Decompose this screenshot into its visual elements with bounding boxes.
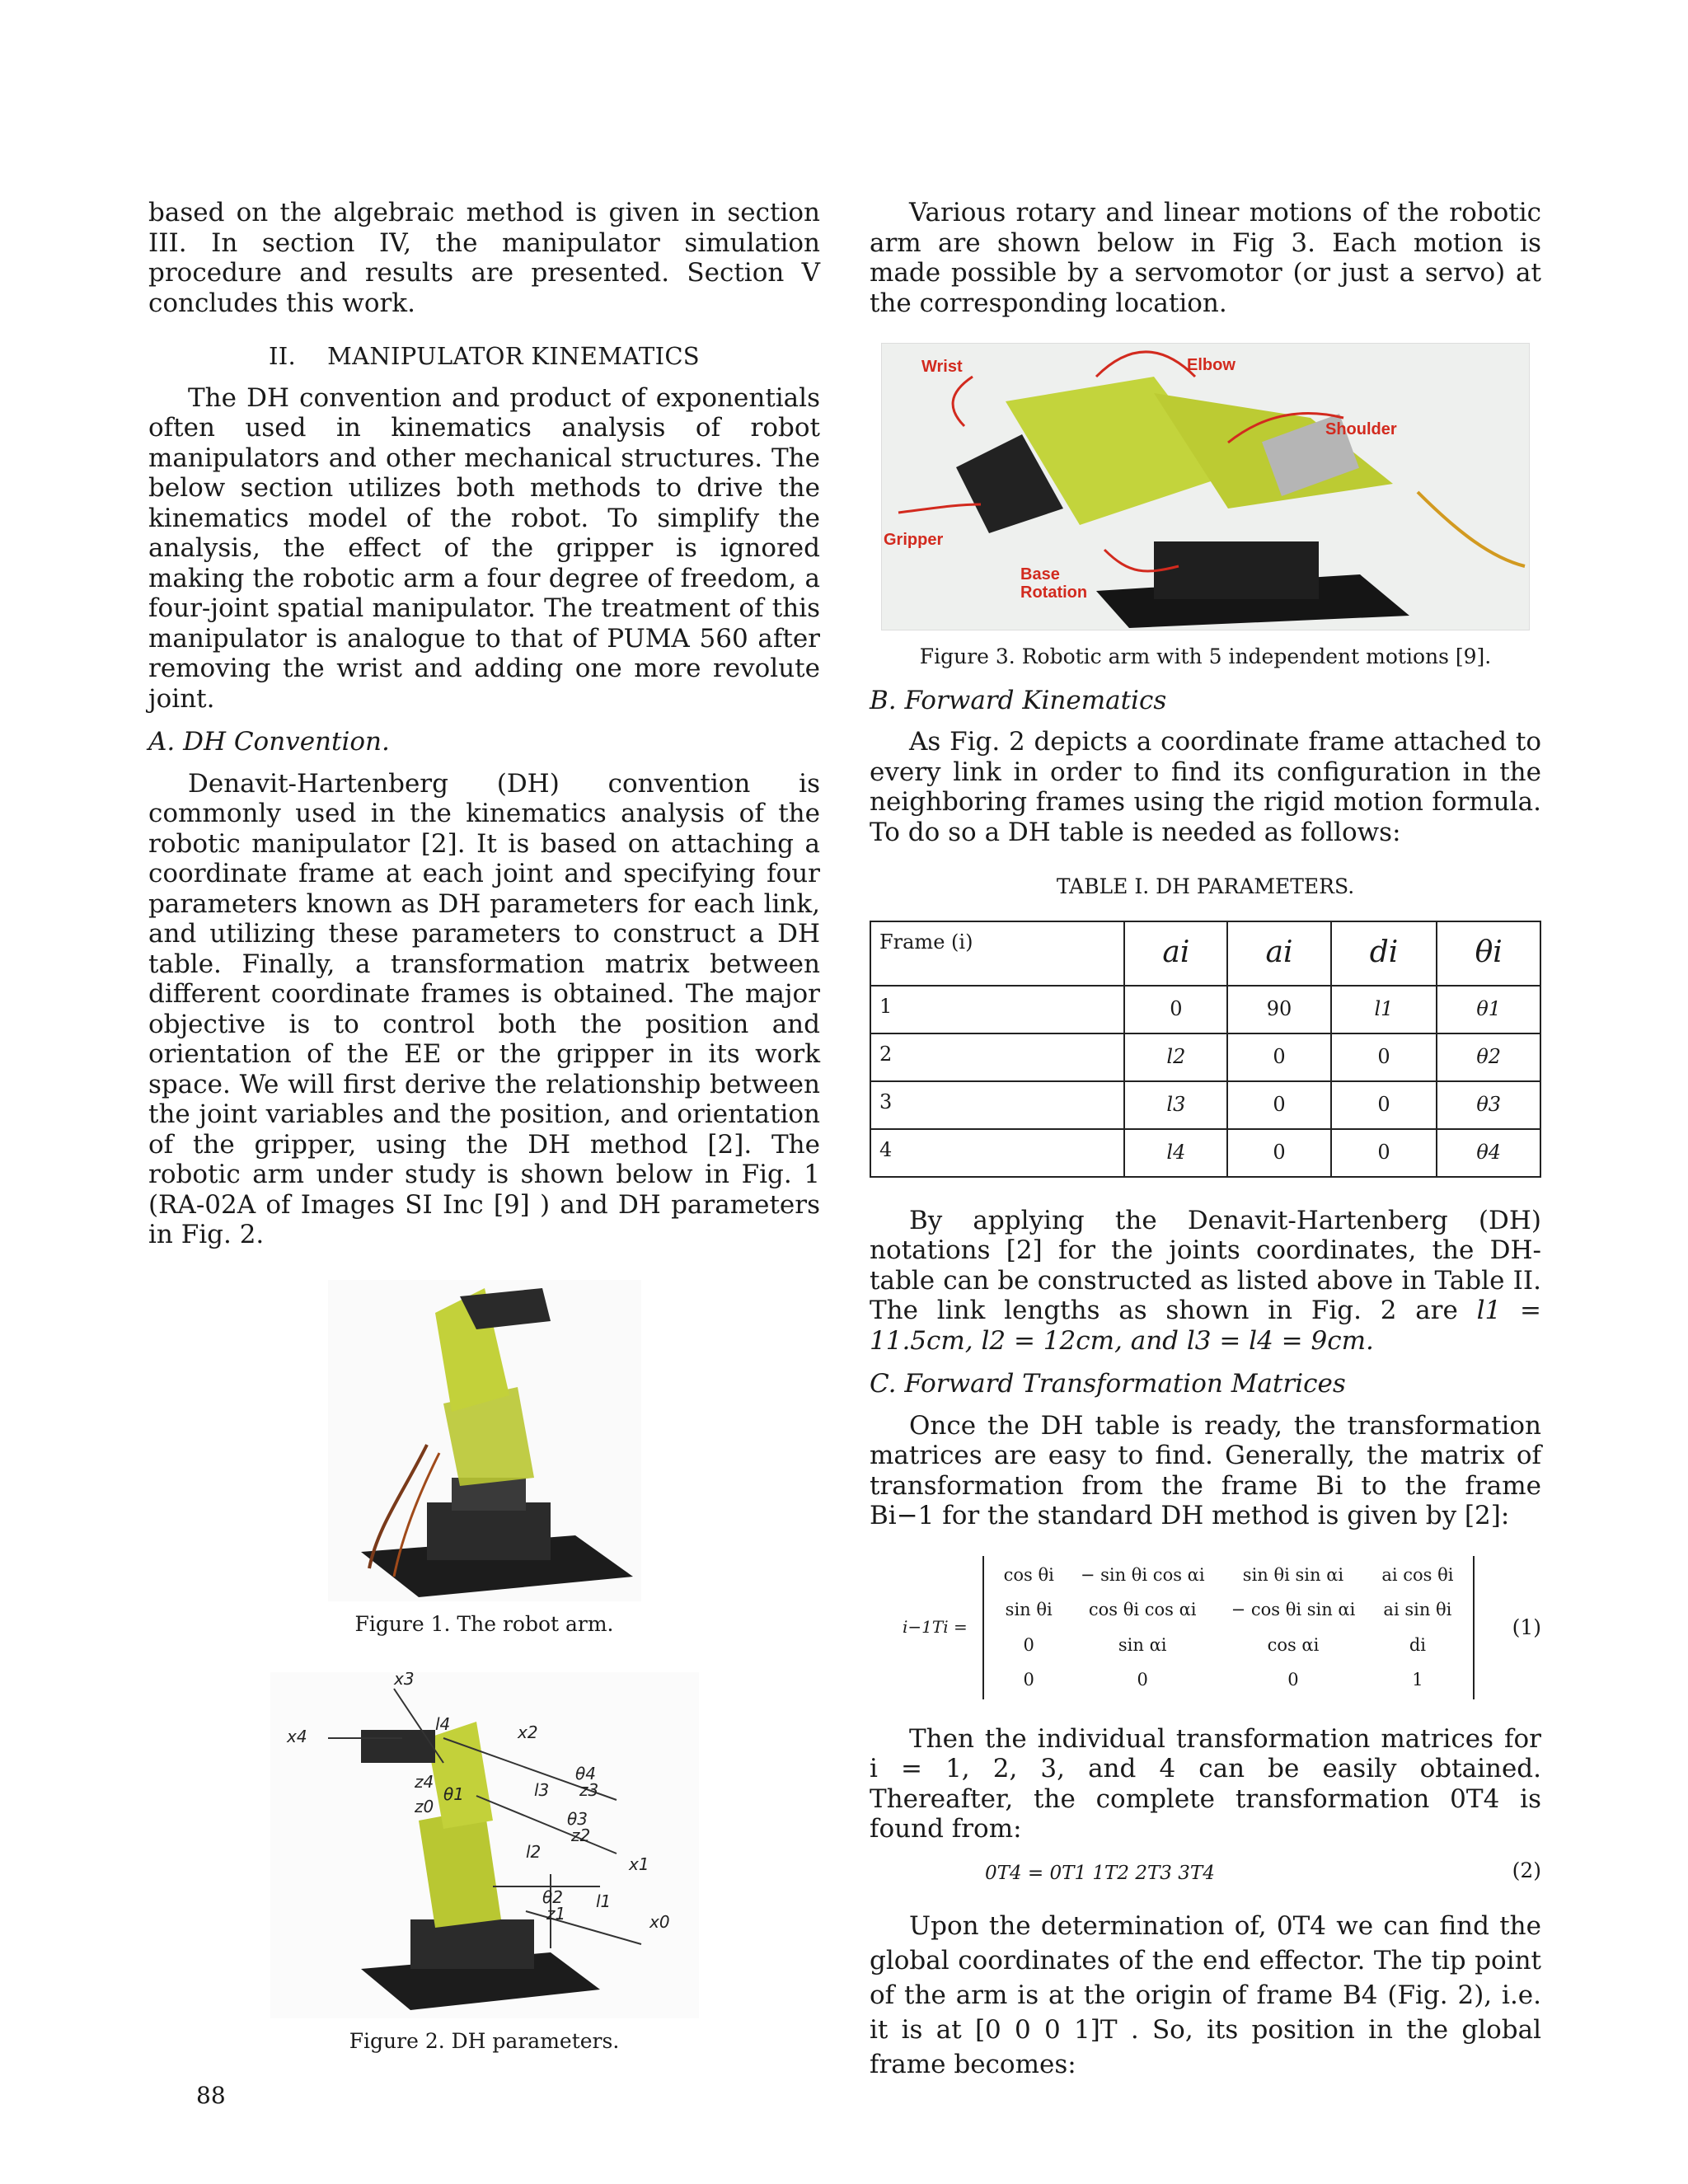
label-gripper: Gripper [884, 531, 944, 549]
fig2-label-l3: l3 [533, 1780, 549, 1800]
fig2-label-z1: z1 [546, 1904, 565, 1924]
left-column [148, 198, 820, 2057]
eq1-matrix [982, 1556, 1475, 1699]
matrix-cell: 0 [1137, 1670, 1148, 1690]
intro-paragraph-left: based on the algebraic method is given in section III. In section IV, the manipulator simulation procedure and results are presented. Section V concludes this work. [148, 198, 820, 318]
table-cell: θ4 [1437, 1129, 1540, 1177]
fig2-label-l1: l1 [595, 1891, 611, 1911]
label-rotation: Rotation [1020, 583, 1088, 602]
matrix-cell: sin αi [1118, 1634, 1167, 1655]
fig2-label-l2: l2 [525, 1842, 541, 1862]
robot-arm-drawing [328, 1280, 641, 1601]
fig2-label-x1: x1 [628, 1854, 649, 1874]
table-cell: 4 [870, 1129, 1124, 1177]
eq1-lhs: i−1Ti = [903, 1617, 968, 1638]
equation-1-number: (1) [1512, 1615, 1541, 1639]
matrix-cell: cos αi [1267, 1634, 1320, 1655]
fig2-label-theta2: θ2 [542, 1887, 563, 1907]
table-cell: 0 [1331, 1129, 1437, 1177]
page-number: 88 [196, 2082, 226, 2109]
label-shoulder: Shoulder [1325, 420, 1397, 438]
robotic-arm-photo-drawing [882, 344, 1529, 630]
fig2-label-x4: x4 [286, 1727, 307, 1746]
equation-2 [870, 1856, 1541, 1886]
figure3-robotic-arm-photo [881, 343, 1530, 630]
transformation-paragraph: Once the DH table is ready, the transformation matrices are easy to find. Generally, the matrix of transformation from the frame Bi to the frame Bi−1 for the standard DH method is given by [2]: [870, 1410, 1541, 1530]
figure2-dh-parameters-image [270, 1672, 699, 2018]
table-cell: 0 [1227, 1081, 1330, 1129]
table-cell: θ3 [1437, 1081, 1540, 1129]
subsection-a-heading: A. DH Convention. [148, 727, 390, 757]
matrix-cell: sin θi sin αi [1242, 1564, 1344, 1585]
fig2-label-z2: z2 [570, 1825, 590, 1845]
subsection-c-heading: C. Forward Transformation Matrices [870, 1369, 1346, 1399]
table-cell: 0 [1227, 1033, 1330, 1081]
right-column [870, 198, 1541, 2082]
matrix-cell: 0 [1023, 1634, 1034, 1655]
dh-parameters-table [870, 921, 1541, 1178]
upon-paragraph: Upon the determination of, 0T4 we can find the global coordinates of the end effector. The tip point of the arm is at the origin of frame B4 (Fig. 2), i.e. it is at [0 0 0 1]T . So, its position in the global frame becomes: [870, 1910, 1541, 2079]
table-cell: θ2 [1437, 1033, 1540, 1081]
matrix-cell: ai cos θi [1381, 1564, 1454, 1585]
table-title: TABLE I. DH PARAMETERS. [1056, 874, 1355, 898]
matrix-cell: ai sin θi [1383, 1600, 1452, 1619]
fig2-label-x3: x3 [393, 1672, 415, 1689]
fig2-label-x0: x0 [649, 1912, 670, 1932]
table-cell: 1 [870, 986, 1124, 1033]
fig2-label-x2: x2 [517, 1722, 538, 1742]
fig2-label-theta4: θ4 [574, 1764, 596, 1783]
figure2-caption: Figure 2. DH parameters. [349, 2029, 620, 2053]
table-row [870, 1129, 1540, 1177]
matrix-cell: di [1409, 1634, 1426, 1655]
table-cell: l1 [1331, 986, 1437, 1033]
equation-1 [870, 1556, 1541, 1699]
figure1-caption: Figure 1. The robot arm. [354, 1611, 614, 1636]
label-wrist: Wrist [921, 358, 963, 376]
then-paragraph: Then the individual transformation matrices for i = 1, 2, 3, and 4 can be easily obtained. Thereafter, the complete transformation 0T4 is found from: [870, 1723, 1541, 1844]
table-row [870, 986, 1540, 1033]
table-header-cell: ai [1227, 921, 1330, 986]
table-cell: l2 [1124, 1033, 1227, 1081]
forward-kinematics-paragraph: As Fig. 2 depicts a coordinate frame attached to every link in order to find its configuration in the neighboring frames using the rigid motion formula. To do so a DH table is needed as follows: [870, 727, 1541, 847]
table-cell: 0 [1124, 986, 1227, 1033]
table-cell: 2 [870, 1033, 1124, 1081]
matrix-cell: 0 [1287, 1670, 1299, 1690]
table-cell: 0 [1227, 1129, 1330, 1177]
label-elbow: Elbow [1187, 356, 1236, 374]
table-header-cell: Frame (i) [870, 921, 1124, 986]
table-cell: 90 [1227, 986, 1330, 1033]
table-header-cell: θi [1437, 921, 1540, 986]
matrix-cell: − sin θi cos αi [1080, 1564, 1205, 1585]
fig2-label-z4: z4 [414, 1772, 434, 1792]
subsection-b-heading: B. Forward Kinematics [870, 685, 1167, 715]
matrix-cell: − cos θi sin αi [1231, 1600, 1356, 1619]
apply-dh-paragraph: By applying the Denavit-Hartenberg (DH) notations [2] for the joints coordinates, the DH-table can be constructed as listed above in Table II. The link lengths as shown in Fig. 2 are l1 = 11.5cm, l2 = 12cm, and l3 = l4 = 9cm. [870, 1205, 1541, 1356]
section-heading: II. MANIPULATOR KINEMATICS [269, 342, 700, 370]
dh-convention-paragraph: Denavit-Hartenberg (DH) convention is commonly used in the kinematics analysis of the robotic manipulator [2]. It is based on attaching a coordinate frame at each joint and specifying four parameters known as DH parameters for each link, and utilizing these parameters to construct a DH table. Finally, a transformation matrix between different coordinate frames is obtained. The major objective is to control both the position and orientation of the EE or the gripper in its work space. We will first derive the relationship between the joint variables and the position, and orientation of the gripper, using the DH method [2]. The robotic arm under study is shown below in Fig. 1 (RA-02A of Images SI Inc [9] ) and DH parameters in Fig. 2. [148, 768, 820, 1249]
dh-parameters-drawing [270, 1672, 699, 2018]
table-header-cell: ai [1124, 921, 1227, 986]
fig2-label-z0: z0 [414, 1797, 434, 1816]
fig2-label-theta1: θ1 [443, 1784, 464, 1804]
fig2-label-theta3: θ3 [566, 1809, 588, 1829]
matrix-cell: cos θi [1003, 1564, 1054, 1585]
table-cell: l4 [1124, 1129, 1227, 1177]
table-row [870, 1081, 1540, 1129]
table-cell: θ1 [1437, 986, 1540, 1033]
intro-paragraph-right: Various rotary and linear motions of the robotic arm are shown below in Fig 3. Each motion is made possible by a servomotor (or just a servo) at the corresponding location. [870, 198, 1541, 318]
link-lengths: l1 = 11.5cm, l2 = 12cm, and l3 = l4 = 9cm. [870, 1296, 1541, 1356]
figure1-robot-arm-image [328, 1280, 641, 1601]
figure3-caption: Figure 3. Robotic arm with 5 independent motions [9]. [919, 644, 1492, 668]
table-row [870, 1033, 1540, 1081]
table-cell: 3 [870, 1081, 1124, 1129]
matrix-cell: 1 [1412, 1670, 1423, 1690]
fig2-label-z3: z3 [579, 1780, 598, 1800]
section2-paragraph: The DH convention and product of exponentials often used in kinematics analysis of robot manipulators and other mechanical structures. The below section utilizes both methods to drive the kinematics model of the robot. To simplify the analysis, the effect of the gripper is ignored making the robotic arm a four degree of freedom, a four-joint spatial manipulator. The treatment of this manipulator is analogue to that of PUMA 560 after removing the wrist and adding one more revolute joint. [148, 382, 820, 714]
equation-2-number: (2) [1512, 1858, 1541, 1882]
matrix-cell: sin θi [1005, 1600, 1053, 1619]
fig2-label-l4: l4 [434, 1714, 450, 1734]
label-base: Base [1020, 565, 1060, 583]
table-header-cell: di [1331, 921, 1437, 986]
table-cell: 0 [1331, 1081, 1437, 1129]
table-cell: l3 [1124, 1081, 1227, 1129]
table-header-row [870, 921, 1540, 986]
matrix-cell: cos θi cos αi [1088, 1600, 1197, 1619]
matrix-cell: 0 [1023, 1670, 1034, 1690]
eq2-expression: 0T4 = 0T1 1T2 2T3 3T4 [985, 1862, 1215, 1884]
table-cell: 0 [1331, 1033, 1437, 1081]
